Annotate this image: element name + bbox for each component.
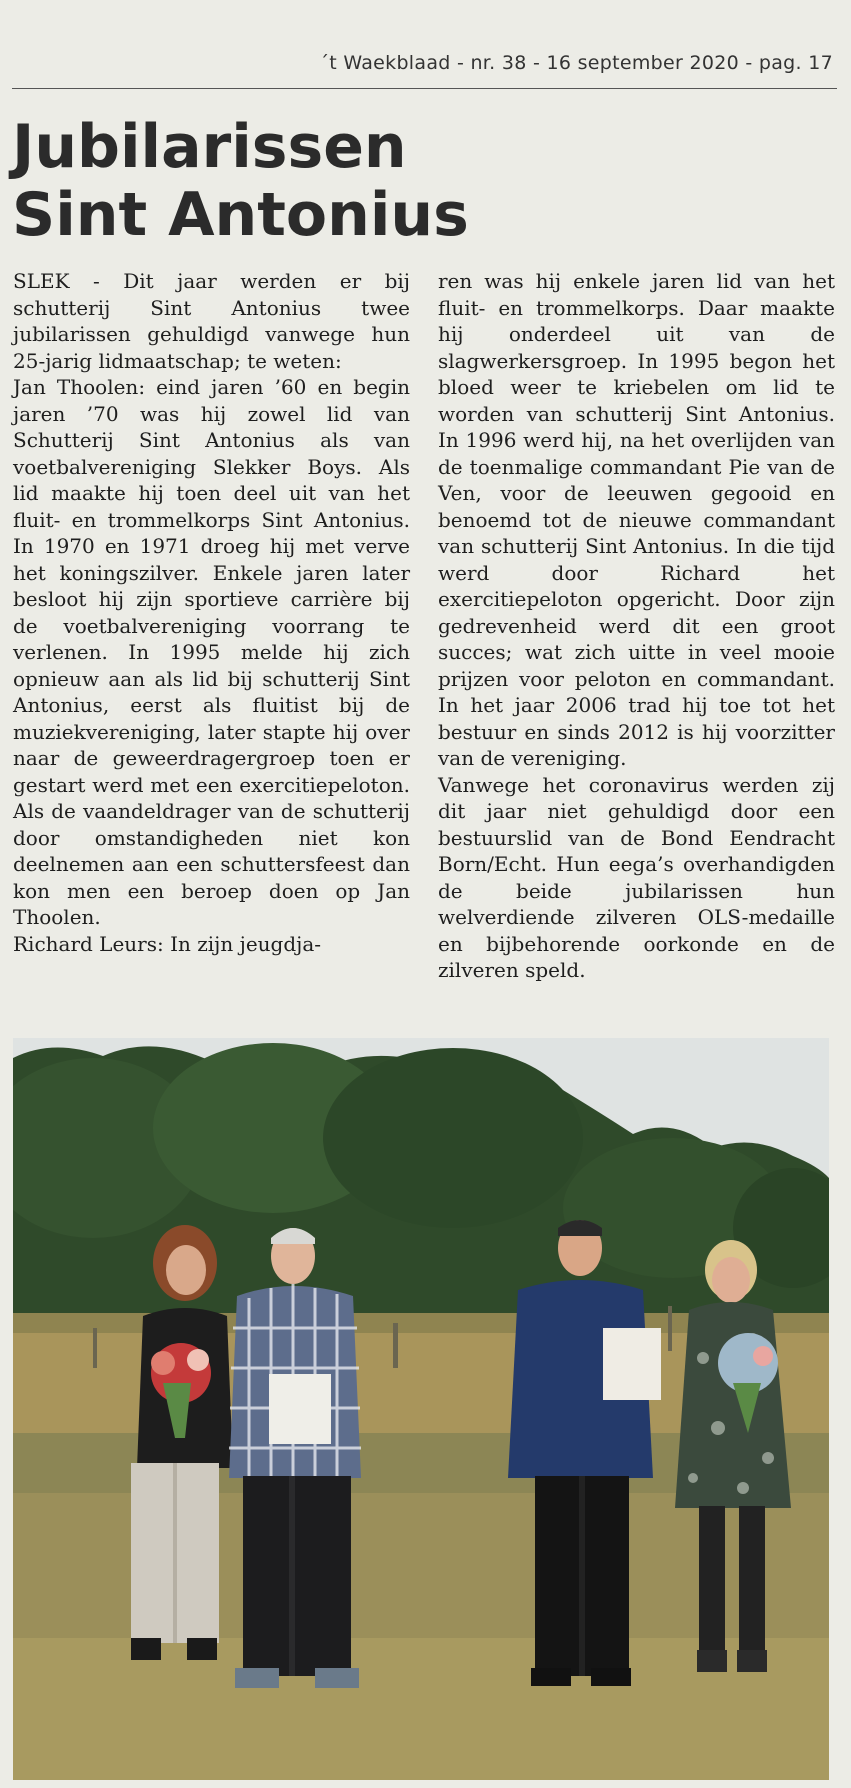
- article-paragraph: Richard Leurs: In zijn jeugdja-: [13, 931, 322, 956]
- article-paragraph: Jan Thoolen: eind jaren ’60 en begin jaren ’70 was hij zowel lid van Schutterij Sint Antonius als van voetbalvereniging Slekker Boys. Als lid maakte hij toen deel uit van het fluit- en trommelkorps Sint Antonius. In 1970 en 1971 droeg hij met verve het koningszilver. Enkele jaren later besloot hij zijn sportieve carrière bij de voetbalvereniging voorrang te verlenen. In 1995 melde hij zich opnieuw aan als lid bij schutterij Sint Antonius, eerst als fluitist bij de muziekvereniging, later stapte hij over naar de geweerdragergroep toen er gestart werd met een exercitiepeloton. Als de vaandeldrager van de schutterij door omstandigheden niet kon deelnemen aan een schuttersfeest dan kon men een beroep doen op Jan Thoolen.: [13, 375, 410, 929]
- article-paragraph: Vanwege het coronavirus werden zij dit jaar niet gehuldigd door een bestuurslid van de Bond Eendracht Born/Echt. Hun eega’s overhandigden de beide jubilarissen hun welverdiende zilveren OLS-medaille en bijbehorende oorkonde en de zilveren speld.: [438, 772, 835, 982]
- header-rule: [12, 88, 837, 89]
- article-paragraph: ren was hij enkele jaren lid van het fluit- en trommelkorps. Daar maakte hij onderdeel uit van de slagwerkersgroep. In 1995 begon het bloed weer te kriebelen om lid te worden van schutterij Sint Antonius. In 1996 werd hij, na het overlijden van de toenmalige commandant Pie van de Ven, voor de leeuwen gegooid en benoemd tot de nieuwe commandant van schutterij Sint Antonius. In die tijd werd door Richard het exercitiepeloton opgericht. Door zijn gedrevenheid werd dit een groot succes; wat zich uitte in veel mooie prijzen voor peloton en commandant. In het jaar 2006 trad hij toe tot het bestuur en sinds 2012 is hij voorzitter van de vereniging.: [438, 269, 835, 770]
- photo-person-2: [229, 1228, 361, 1688]
- article-column-right: [438, 268, 835, 984]
- article-column-left: [13, 268, 410, 957]
- headline-line-1: Jubilarissen: [12, 112, 407, 182]
- headline-line-2: Sint Antonius: [12, 180, 469, 250]
- article-headline: [12, 113, 469, 249]
- publication-header: ´t Waekblaad - nr. 38 - 16 september 2020 - pag. 17: [319, 52, 833, 74]
- article-paragraph: SLEK - Dit jaar werden er bij schutterij Sint Antonius twee jubilarissen gehuldigd vanwege hun 25-jarig lidmaatschap; te weten:: [13, 269, 410, 373]
- jubilarians-photo: [13, 1038, 829, 1780]
